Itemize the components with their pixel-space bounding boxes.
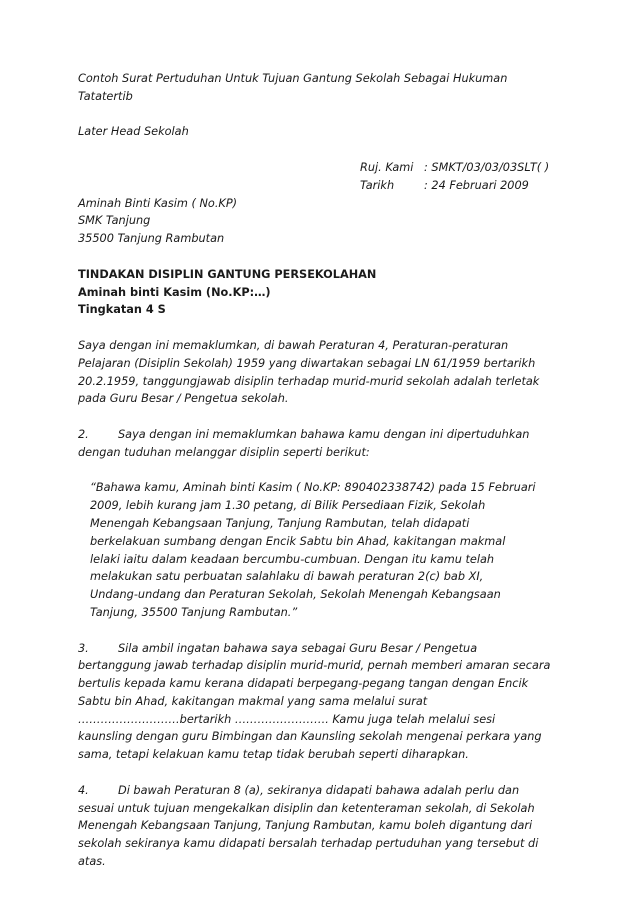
paragraph-line: Menengah Kebangsaan Tanjung, Tanjung Rambutan, kamu boleh digantung dari: [78, 819, 533, 833]
paragraph-line: Sabtu bin Ahad, kakitangan makmal yang sama melalui surat: [78, 694, 428, 708]
title-line: Contoh Surat Pertuduhan Untuk Tujuan Gantung Sekolah Sebagai Hukuman: [78, 72, 508, 85]
paragraph-number: 3.: [78, 641, 89, 655]
paragraph-line: bertulis kepada kamu kerana didapati berpegang-pegang tangan dengan Encik: [78, 677, 529, 691]
letterhead: Later Head Sekolah: [78, 125, 189, 139]
subject-heading: TINDAKAN DISIPLIN GANTUNG PERSEKOLAHAN: [78, 267, 377, 281]
subject-class: Tingkatan 4 S: [78, 303, 166, 317]
paragraph-line: Saya dengan ini memaklumkan bahawa kamu dengan ini dipertuduhkan: [118, 427, 530, 441]
paragraph-number: 4.: [78, 783, 89, 797]
reference-block: [78, 159, 562, 195]
date-row: [360, 177, 529, 195]
quote-line: 2009, lebih kurang jam 1.30 petang, di Bilik Persediaan Fizik, Sekolah: [90, 499, 486, 513]
ruj-label: Ruj. Kami: [360, 160, 414, 174]
subject-block: [78, 266, 562, 319]
paragraph-line: 20.2.1959, tanggungjawab disiplin terhadap murid-murid sekolah adalah terletak: [78, 374, 540, 388]
recipient-line: SMK Tanjung: [78, 214, 151, 228]
paragraph-2: [78, 426, 562, 462]
paragraph-3: [78, 640, 562, 765]
quote-line: lelaki iaitu dalam keadaan bercumbu-cumbuan. Dengan itu kamu telah: [90, 552, 495, 566]
title-line: Tatatertib: [78, 89, 133, 103]
subject-name: Aminah binti Kasim (No.KP:…): [78, 285, 271, 299]
charge-quote: [90, 479, 562, 621]
paragraph-number: 2.: [78, 427, 89, 441]
document-title: [78, 70, 562, 106]
paragraph-line: dengan tuduhan melanggar disiplin seperti berikut:: [78, 445, 370, 459]
quote-line: berkelakuan sumbang dengan Encik Sabtu bin Ahad, kakitangan makmal: [90, 534, 506, 548]
paragraph-1: [78, 337, 562, 408]
paragraph-line: kaunsling dengan guru Bimbingan dan Kaunsling sekolah mengenai perkara yang: [78, 730, 542, 744]
recipient-line: Aminah Binti Kasim ( No.KP): [78, 196, 238, 210]
paragraph-line: pada Guru Besar / Pengetua sekolah.: [78, 392, 289, 406]
letter-page: [78, 70, 562, 871]
tarikh-label: Tarikh: [360, 178, 395, 192]
paragraph-line: sesuai untuk tujuan mengekalkan disiplin dan ketenteraman sekolah, di Sekolah: [78, 801, 535, 815]
tarikh-value: : 24 Februari 2009: [424, 178, 529, 192]
quote-line: Menengah Kebangsaan Tanjung, Tanjung Rambutan, telah didapati: [90, 516, 470, 530]
recipient-line: 35500 Tanjung Rambutan: [78, 232, 225, 246]
paragraph-line: Sila ambil ingatan bahawa saya sebagai Guru Besar / Pengetua: [118, 641, 478, 655]
quote-line: Undang-undang dan Peraturan Sekolah, Sekolah Menengah Kebangsaan: [90, 588, 501, 602]
paragraph-line: Pelajaran (Disiplin Sekolah) 1959 yang diwartakan sebagai LN 61/1959 bertarikh: [78, 356, 536, 370]
paragraph-line: ………………………bertarikh ……………………. Kamu juga telah melalui sesi: [78, 712, 496, 726]
quote-line: melakukan satu perbuatan salahlaku di bawah peraturan 2(c) bab XI,: [90, 570, 484, 584]
paragraph-line: sekolah sekiranya kamu didapati bersalah terhadap pertuduhan yang tersebut di: [78, 837, 539, 851]
quote-line: Tanjung, 35500 Tanjung Rambutan.”: [90, 605, 298, 619]
paragraph-line: atas.: [78, 855, 106, 869]
reference-row: [360, 159, 549, 177]
paragraph-4: [78, 782, 562, 871]
paragraph-line: Saya dengan ini memaklumkan, di bawah Peraturan 4, Peraturan-peraturan: [78, 338, 509, 352]
paragraph-line: sama, tetapi kelakuan kamu tetap tidak berubah seperti diharapkan.: [78, 748, 469, 762]
quote-line: “Bahawa kamu, Aminah binti Kasim ( No.KP: 890402338742) pada 15 Februari: [90, 481, 536, 495]
paragraph-line: Di bawah Peraturan 8 (a), sekiranya didapati bahawa adalah perlu dan: [118, 783, 520, 797]
ruj-value: : SMKT/03/03/03SLT( ): [424, 160, 550, 174]
recipient-address: [78, 195, 562, 248]
paragraph-line: bertanggung jawab terhadap disiplin murid-murid, pernah memberi amaran secara: [78, 659, 551, 673]
